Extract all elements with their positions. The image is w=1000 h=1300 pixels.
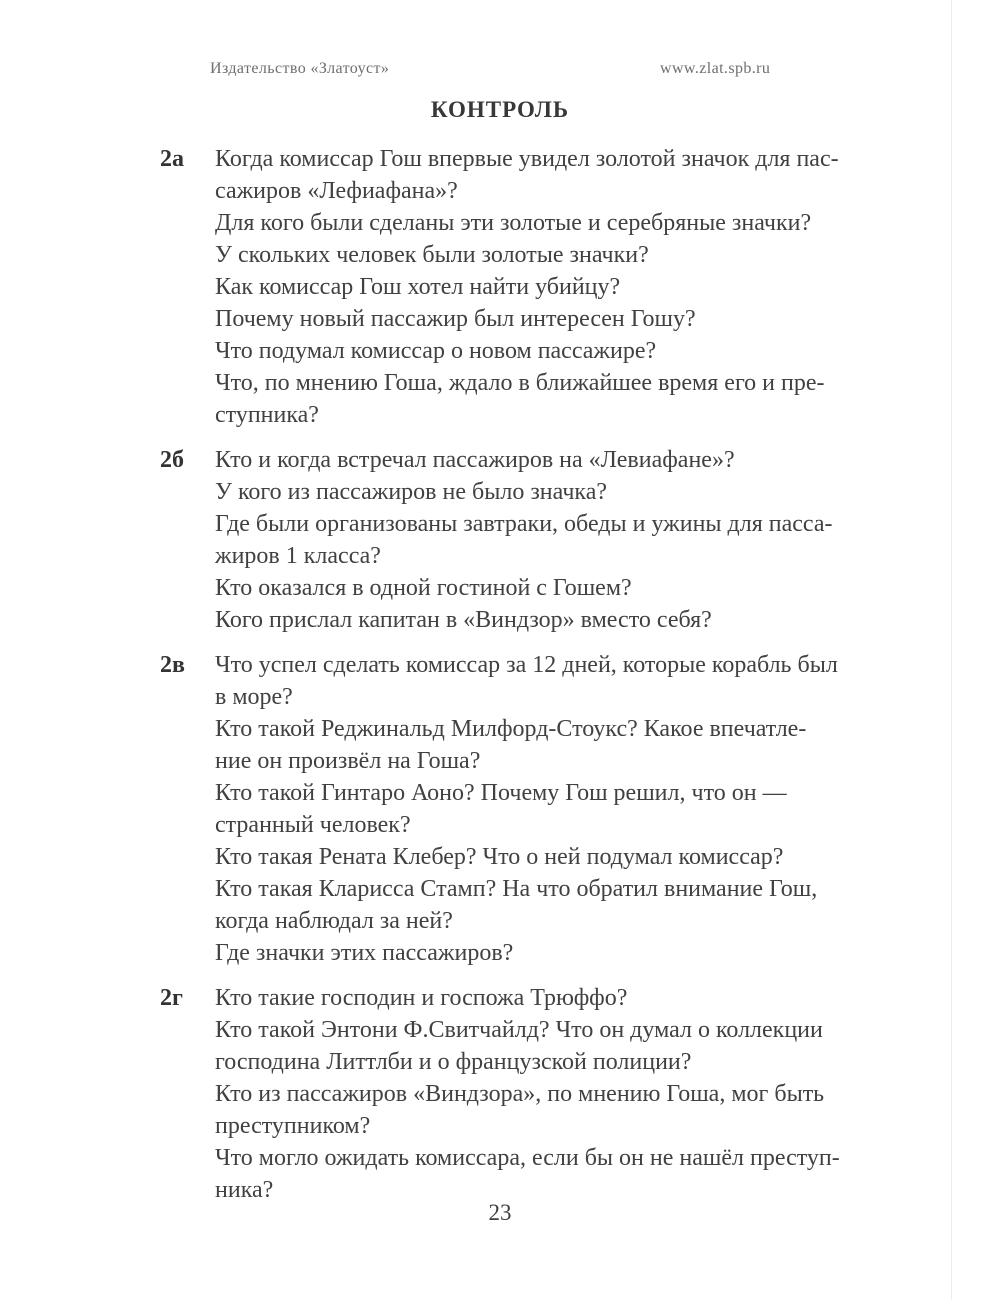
section-lines [215,982,870,1206]
question-sections [160,143,870,1206]
section-label: 2г [160,985,183,1011]
question-line: Когда комиссар Гош впервые увидел золотой значок для пас- [215,146,839,172]
question-section [160,649,870,969]
question-line: Кто такие господин и госпожа Трюффо? [215,985,628,1011]
question-line: Для кого были сделаны эти золотые и серебряные значки? [215,210,812,236]
question-line: У кого из пассажиров не было значка? [215,479,608,505]
section-lines [215,143,870,431]
section-lines [215,444,870,636]
question-line: Что подумал комиссар о новом пассажире? [215,338,657,364]
question-line: Кто из пассажиров «Виндзора», по мнению Гоша, мог быть [215,1081,825,1107]
question-line: Что могло ожидать комиссара, если бы он не нашёл преступ- [215,1145,840,1171]
question-line: Кто такой Реджинальд Милфорд-Стоукс? Какое впечатле- [215,716,807,742]
publisher-label: Издательство «Златоуст» [210,60,390,77]
question-line: Что, по мнению Гоша, ждало в ближайшее время его и пре- [215,370,825,396]
question-line: ника? [215,1177,274,1203]
page-number: 23 [488,1200,512,1225]
question-line: Кто такой Гинтаро Аоно? Почему Гош решил, что он — [215,780,787,806]
question-line: Кто такая Рената Клебер? Что о ней подумал комиссар? [215,844,784,870]
question-line: Где значки этих пассажиров? [215,940,514,966]
question-line: сажиров «Лефиафана»? [215,178,458,204]
question-line: преступником? [215,1113,371,1139]
section-label: 2а [160,146,184,172]
question-line: ние он произвёл на Гоша? [215,748,481,774]
question-section [160,982,870,1206]
question-line: Кого прислал капитан в «Виндзор» вместо себя? [215,607,712,633]
section-label: 2в [160,652,185,678]
question-line: в море? [215,684,293,710]
question-section [160,143,870,431]
page-edge-shadow [951,0,952,1300]
question-line: странный человек? [215,812,411,838]
question-line: ступника? [215,402,319,428]
page-header [0,60,1000,82]
publisher-url: www.zlat.spb.ru [660,60,771,77]
question-line: Кто такой Энтони Ф.Свитчайлд? Что он думал о коллекции [215,1017,823,1043]
question-line: Кто такая Кларисса Стамп? На что обратил внимание Гош, [215,876,818,902]
question-section [160,444,870,636]
question-line: когда наблюдал за ней? [215,908,453,934]
question-line: Кто и когда встречал пассажиров на «Левиафане»? [215,447,735,473]
question-line: Почему новый пассажир был интересен Гошу? [215,306,696,332]
question-line: господина Литтлби и о французской полиции? [215,1049,692,1075]
section-lines [215,649,870,969]
section-label: 2б [160,447,184,473]
page-title: КОНТРОЛЬ [430,97,570,122]
question-line: жиров 1 класса? [215,543,381,569]
question-line: У скольких человек были золотые значки? [215,242,649,268]
question-line: Где были организованы завтраки, обеды и ужины для пасса- [215,511,833,537]
question-line: Кто оказался в одной гостиной с Гошем? [215,575,632,601]
question-line: Как комиссар Гош хотел найти убийцу? [215,274,621,300]
question-line: Что успел сделать комиссар за 12 дней, которые корабль был [215,652,838,678]
